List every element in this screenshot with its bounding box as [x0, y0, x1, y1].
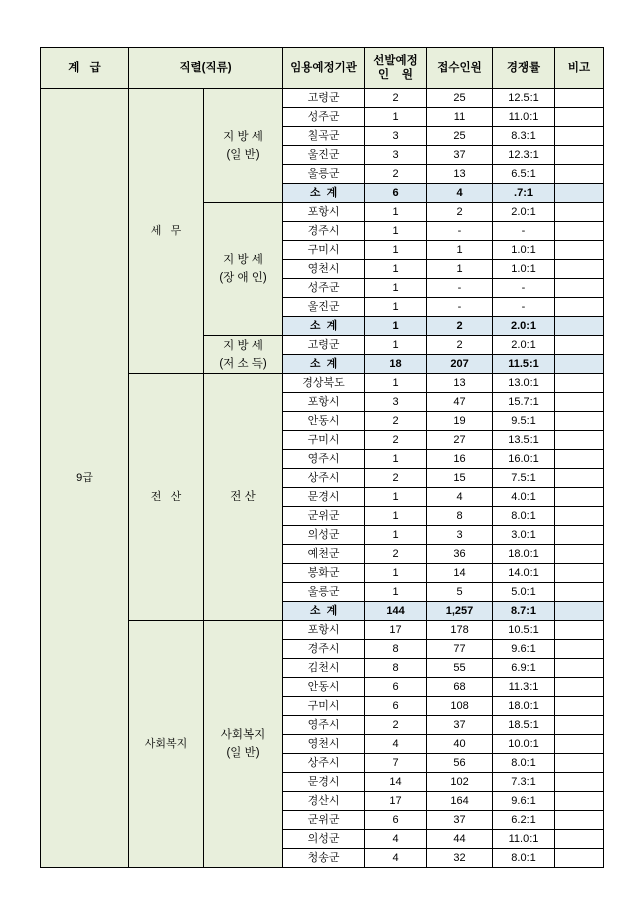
note-cell — [555, 127, 604, 146]
note-cell — [555, 279, 604, 298]
planned-cell: 1 — [365, 488, 427, 507]
applicants-cell: - — [427, 279, 493, 298]
planned-cell: 4 — [365, 830, 427, 849]
agency-cell: 경주시 — [283, 222, 365, 241]
header-grade: 계급 — [41, 48, 129, 89]
agency-cell: 소 계 — [283, 184, 365, 203]
agency-cell: 포항시 — [283, 203, 365, 222]
rate-cell: 11.3:1 — [493, 678, 555, 697]
note-cell — [555, 697, 604, 716]
rate-cell: 2.0:1 — [493, 317, 555, 336]
header-agency: 임용예정기관 — [283, 48, 365, 89]
rate-cell: 7.5:1 — [493, 469, 555, 488]
applicants-cell: 1 — [427, 241, 493, 260]
note-cell — [555, 659, 604, 678]
planned-cell: 1 — [365, 526, 427, 545]
grade-cell: 9급 — [41, 89, 129, 868]
agency-cell: 봉화군 — [283, 564, 365, 583]
applicants-cell: 178 — [427, 621, 493, 640]
rate-cell: 14.0:1 — [493, 564, 555, 583]
note-cell — [555, 678, 604, 697]
planned-cell: 4 — [365, 735, 427, 754]
note-cell — [555, 621, 604, 640]
note-cell — [555, 469, 604, 488]
rate-cell: 8.7:1 — [493, 602, 555, 621]
agency-cell: 문경시 — [283, 488, 365, 507]
planned-cell: 17 — [365, 621, 427, 640]
rate-cell: 9.6:1 — [493, 640, 555, 659]
note-cell — [555, 640, 604, 659]
planned-cell: 1 — [365, 336, 427, 355]
agency-cell: 안동시 — [283, 412, 365, 431]
rate-cell: 15.7:1 — [493, 393, 555, 412]
rate-cell: 12.3:1 — [493, 146, 555, 165]
note-cell — [555, 792, 604, 811]
note-cell — [555, 735, 604, 754]
subseries-cell: 지 방 세 (일 반) — [204, 89, 283, 203]
applicants-cell: 108 — [427, 697, 493, 716]
applicants-cell: 19 — [427, 412, 493, 431]
agency-cell: 구미시 — [283, 431, 365, 450]
applicants-cell: 36 — [427, 545, 493, 564]
series-cell: 세 무 — [129, 89, 204, 374]
recruitment-results-table — [40, 47, 604, 868]
rate-cell: 5.0:1 — [493, 583, 555, 602]
agency-cell: 울릉군 — [283, 583, 365, 602]
applicants-cell: 8 — [427, 507, 493, 526]
note-cell — [555, 393, 604, 412]
subseries-cell: 전 산 — [204, 374, 283, 621]
rate-cell: 16.0:1 — [493, 450, 555, 469]
agency-cell: 영주시 — [283, 450, 365, 469]
agency-cell: 경상북도 — [283, 374, 365, 393]
note-cell — [555, 222, 604, 241]
rate-cell: 3.0:1 — [493, 526, 555, 545]
applicants-cell: 14 — [427, 564, 493, 583]
rate-cell: 8.0:1 — [493, 754, 555, 773]
rate-cell: 2.0:1 — [493, 336, 555, 355]
applicants-cell: 37 — [427, 811, 493, 830]
note-cell — [555, 602, 604, 621]
agency-cell: 울진군 — [283, 146, 365, 165]
agency-cell: 소 계 — [283, 317, 365, 336]
agency-cell: 구미시 — [283, 241, 365, 260]
agency-cell: 울릉군 — [283, 165, 365, 184]
applicants-cell: 11 — [427, 108, 493, 127]
applicants-cell: 15 — [427, 469, 493, 488]
planned-cell: 2 — [365, 469, 427, 488]
note-cell — [555, 108, 604, 127]
note-cell — [555, 241, 604, 260]
planned-cell: 1 — [365, 374, 427, 393]
applicants-cell: 2 — [427, 317, 493, 336]
agency-cell: 울진군 — [283, 298, 365, 317]
planned-cell: 1 — [365, 260, 427, 279]
applicants-cell: 55 — [427, 659, 493, 678]
agency-cell: 경산시 — [283, 792, 365, 811]
series-cell: 사회복지 — [129, 621, 204, 868]
note-cell — [555, 811, 604, 830]
header-planned: 선발예정 인 원 — [365, 48, 427, 89]
rate-cell: - — [493, 279, 555, 298]
planned-cell: 2 — [365, 412, 427, 431]
planned-cell: 1 — [365, 507, 427, 526]
note-cell — [555, 374, 604, 393]
agency-cell: 구미시 — [283, 697, 365, 716]
note-cell — [555, 507, 604, 526]
rate-cell: 6.9:1 — [493, 659, 555, 678]
planned-cell: 14 — [365, 773, 427, 792]
rate-cell: 11.5:1 — [493, 355, 555, 374]
agency-cell: 성주군 — [283, 279, 365, 298]
rate-cell: 8.3:1 — [493, 127, 555, 146]
applicants-cell: 77 — [427, 640, 493, 659]
applicants-cell: 25 — [427, 89, 493, 108]
rate-cell: 1.0:1 — [493, 260, 555, 279]
planned-cell: 4 — [365, 849, 427, 868]
planned-cell: 17 — [365, 792, 427, 811]
applicants-cell: 4 — [427, 184, 493, 203]
rate-cell: - — [493, 222, 555, 241]
applicants-cell: 68 — [427, 678, 493, 697]
planned-cell: 2 — [365, 431, 427, 450]
note-cell — [555, 184, 604, 203]
note-cell — [555, 317, 604, 336]
planned-cell: 8 — [365, 640, 427, 659]
agency-cell: 경주시 — [283, 640, 365, 659]
applicants-cell: 4 — [427, 488, 493, 507]
note-cell — [555, 165, 604, 184]
applicants-cell: 37 — [427, 716, 493, 735]
applicants-cell: 40 — [427, 735, 493, 754]
agency-cell: 고령군 — [283, 89, 365, 108]
planned-cell: 1 — [365, 298, 427, 317]
agency-cell: 포항시 — [283, 621, 365, 640]
agency-cell: 문경시 — [283, 773, 365, 792]
rate-cell: 4.0:1 — [493, 488, 555, 507]
applicants-cell: 44 — [427, 830, 493, 849]
series-cell: 전 산 — [129, 374, 204, 621]
agency-cell: 김천시 — [283, 659, 365, 678]
note-cell — [555, 431, 604, 450]
rate-cell: 10.5:1 — [493, 621, 555, 640]
rate-cell: 9.5:1 — [493, 412, 555, 431]
header-series: 직렬(직류) — [129, 48, 283, 89]
applicants-cell: 16 — [427, 450, 493, 469]
subseries-cell: 지 방 세 (저 소 득) — [204, 336, 283, 374]
note-cell — [555, 830, 604, 849]
planned-cell: 2 — [365, 716, 427, 735]
rate-cell: 10.0:1 — [493, 735, 555, 754]
rate-cell: 12.5:1 — [493, 89, 555, 108]
note-cell — [555, 412, 604, 431]
note-cell — [555, 754, 604, 773]
applicants-cell: 37 — [427, 146, 493, 165]
subseries-cell: 지 방 세 (장 애 인) — [204, 203, 283, 336]
planned-cell: 2 — [365, 165, 427, 184]
table-row — [41, 89, 604, 108]
planned-cell: 1 — [365, 317, 427, 336]
agency-cell: 청송군 — [283, 849, 365, 868]
agency-cell: 상주시 — [283, 754, 365, 773]
agency-cell: 안동시 — [283, 678, 365, 697]
agency-cell: 의성군 — [283, 830, 365, 849]
note-cell — [555, 526, 604, 545]
planned-cell: 1 — [365, 450, 427, 469]
planned-cell: 1 — [365, 203, 427, 222]
applicants-cell: 164 — [427, 792, 493, 811]
rate-cell: 18.5:1 — [493, 716, 555, 735]
note-cell — [555, 450, 604, 469]
rate-cell: 18.0:1 — [493, 697, 555, 716]
applicants-cell: - — [427, 298, 493, 317]
agency-cell: 영천시 — [283, 260, 365, 279]
applicants-cell: 2 — [427, 203, 493, 222]
rate-cell: 13.0:1 — [493, 374, 555, 393]
rate-cell: 8.0:1 — [493, 507, 555, 526]
planned-cell: 1 — [365, 108, 427, 127]
rate-cell: - — [493, 298, 555, 317]
planned-cell: 3 — [365, 393, 427, 412]
note-cell — [555, 146, 604, 165]
planned-cell: 3 — [365, 127, 427, 146]
planned-cell: 6 — [365, 811, 427, 830]
agency-cell: 영천시 — [283, 735, 365, 754]
rate-cell: 11.0:1 — [493, 108, 555, 127]
note-cell — [555, 545, 604, 564]
applicants-cell: 27 — [427, 431, 493, 450]
agency-cell: 군위군 — [283, 811, 365, 830]
planned-cell: 1 — [365, 241, 427, 260]
agency-cell: 성주군 — [283, 108, 365, 127]
planned-cell: 18 — [365, 355, 427, 374]
planned-cell: 7 — [365, 754, 427, 773]
results-table-container — [40, 47, 603, 868]
agency-cell: 군위군 — [283, 507, 365, 526]
agency-cell: 상주시 — [283, 469, 365, 488]
applicants-cell: 5 — [427, 583, 493, 602]
note-cell — [555, 583, 604, 602]
header-note: 비고 — [555, 48, 604, 89]
rate-cell: 11.0:1 — [493, 830, 555, 849]
agency-cell: 소 계 — [283, 355, 365, 374]
rate-cell: 6.2:1 — [493, 811, 555, 830]
rate-cell: 2.0:1 — [493, 203, 555, 222]
applicants-cell: 1,257 — [427, 602, 493, 621]
applicants-cell: 207 — [427, 355, 493, 374]
agency-cell: 의성군 — [283, 526, 365, 545]
planned-cell: 8 — [365, 659, 427, 678]
table-header-row — [41, 48, 604, 89]
agency-cell: 소 계 — [283, 602, 365, 621]
applicants-cell: 47 — [427, 393, 493, 412]
planned-cell: 1 — [365, 583, 427, 602]
note-cell — [555, 564, 604, 583]
planned-cell: 1 — [365, 222, 427, 241]
planned-cell: 6 — [365, 678, 427, 697]
note-cell — [555, 849, 604, 868]
planned-cell: 2 — [365, 545, 427, 564]
applicants-cell: 25 — [427, 127, 493, 146]
planned-cell: 1 — [365, 564, 427, 583]
agency-cell: 포항시 — [283, 393, 365, 412]
applicants-cell: 1 — [427, 260, 493, 279]
subseries-cell: 사회복지 (일 반) — [204, 621, 283, 868]
note-cell — [555, 89, 604, 108]
note-cell — [555, 298, 604, 317]
header-applicants: 접수인원 — [427, 48, 493, 89]
note-cell — [555, 260, 604, 279]
table-body — [41, 48, 604, 868]
applicants-cell: 32 — [427, 849, 493, 868]
agency-cell: 고령군 — [283, 336, 365, 355]
header-rate: 경쟁률 — [493, 48, 555, 89]
planned-cell: 1 — [365, 279, 427, 298]
applicants-cell: 3 — [427, 526, 493, 545]
note-cell — [555, 336, 604, 355]
note-cell — [555, 773, 604, 792]
planned-cell: 6 — [365, 184, 427, 203]
rate-cell: 7.3:1 — [493, 773, 555, 792]
planned-cell: 2 — [365, 89, 427, 108]
planned-cell: 3 — [365, 146, 427, 165]
agency-cell: 예천군 — [283, 545, 365, 564]
planned-cell: 6 — [365, 697, 427, 716]
rate-cell: 18.0:1 — [493, 545, 555, 564]
planned-cell: 144 — [365, 602, 427, 621]
rate-cell: .7:1 — [493, 184, 555, 203]
note-cell — [555, 716, 604, 735]
rate-cell: 8.0:1 — [493, 849, 555, 868]
applicants-cell: 102 — [427, 773, 493, 792]
agency-cell: 영주시 — [283, 716, 365, 735]
applicants-cell: - — [427, 222, 493, 241]
applicants-cell: 2 — [427, 336, 493, 355]
rate-cell: 9.6:1 — [493, 792, 555, 811]
applicants-cell: 13 — [427, 374, 493, 393]
note-cell — [555, 203, 604, 222]
rate-cell: 6.5:1 — [493, 165, 555, 184]
rate-cell: 13.5:1 — [493, 431, 555, 450]
note-cell — [555, 488, 604, 507]
note-cell — [555, 355, 604, 374]
agency-cell: 칠곡군 — [283, 127, 365, 146]
applicants-cell: 56 — [427, 754, 493, 773]
applicants-cell: 13 — [427, 165, 493, 184]
rate-cell: 1.0:1 — [493, 241, 555, 260]
